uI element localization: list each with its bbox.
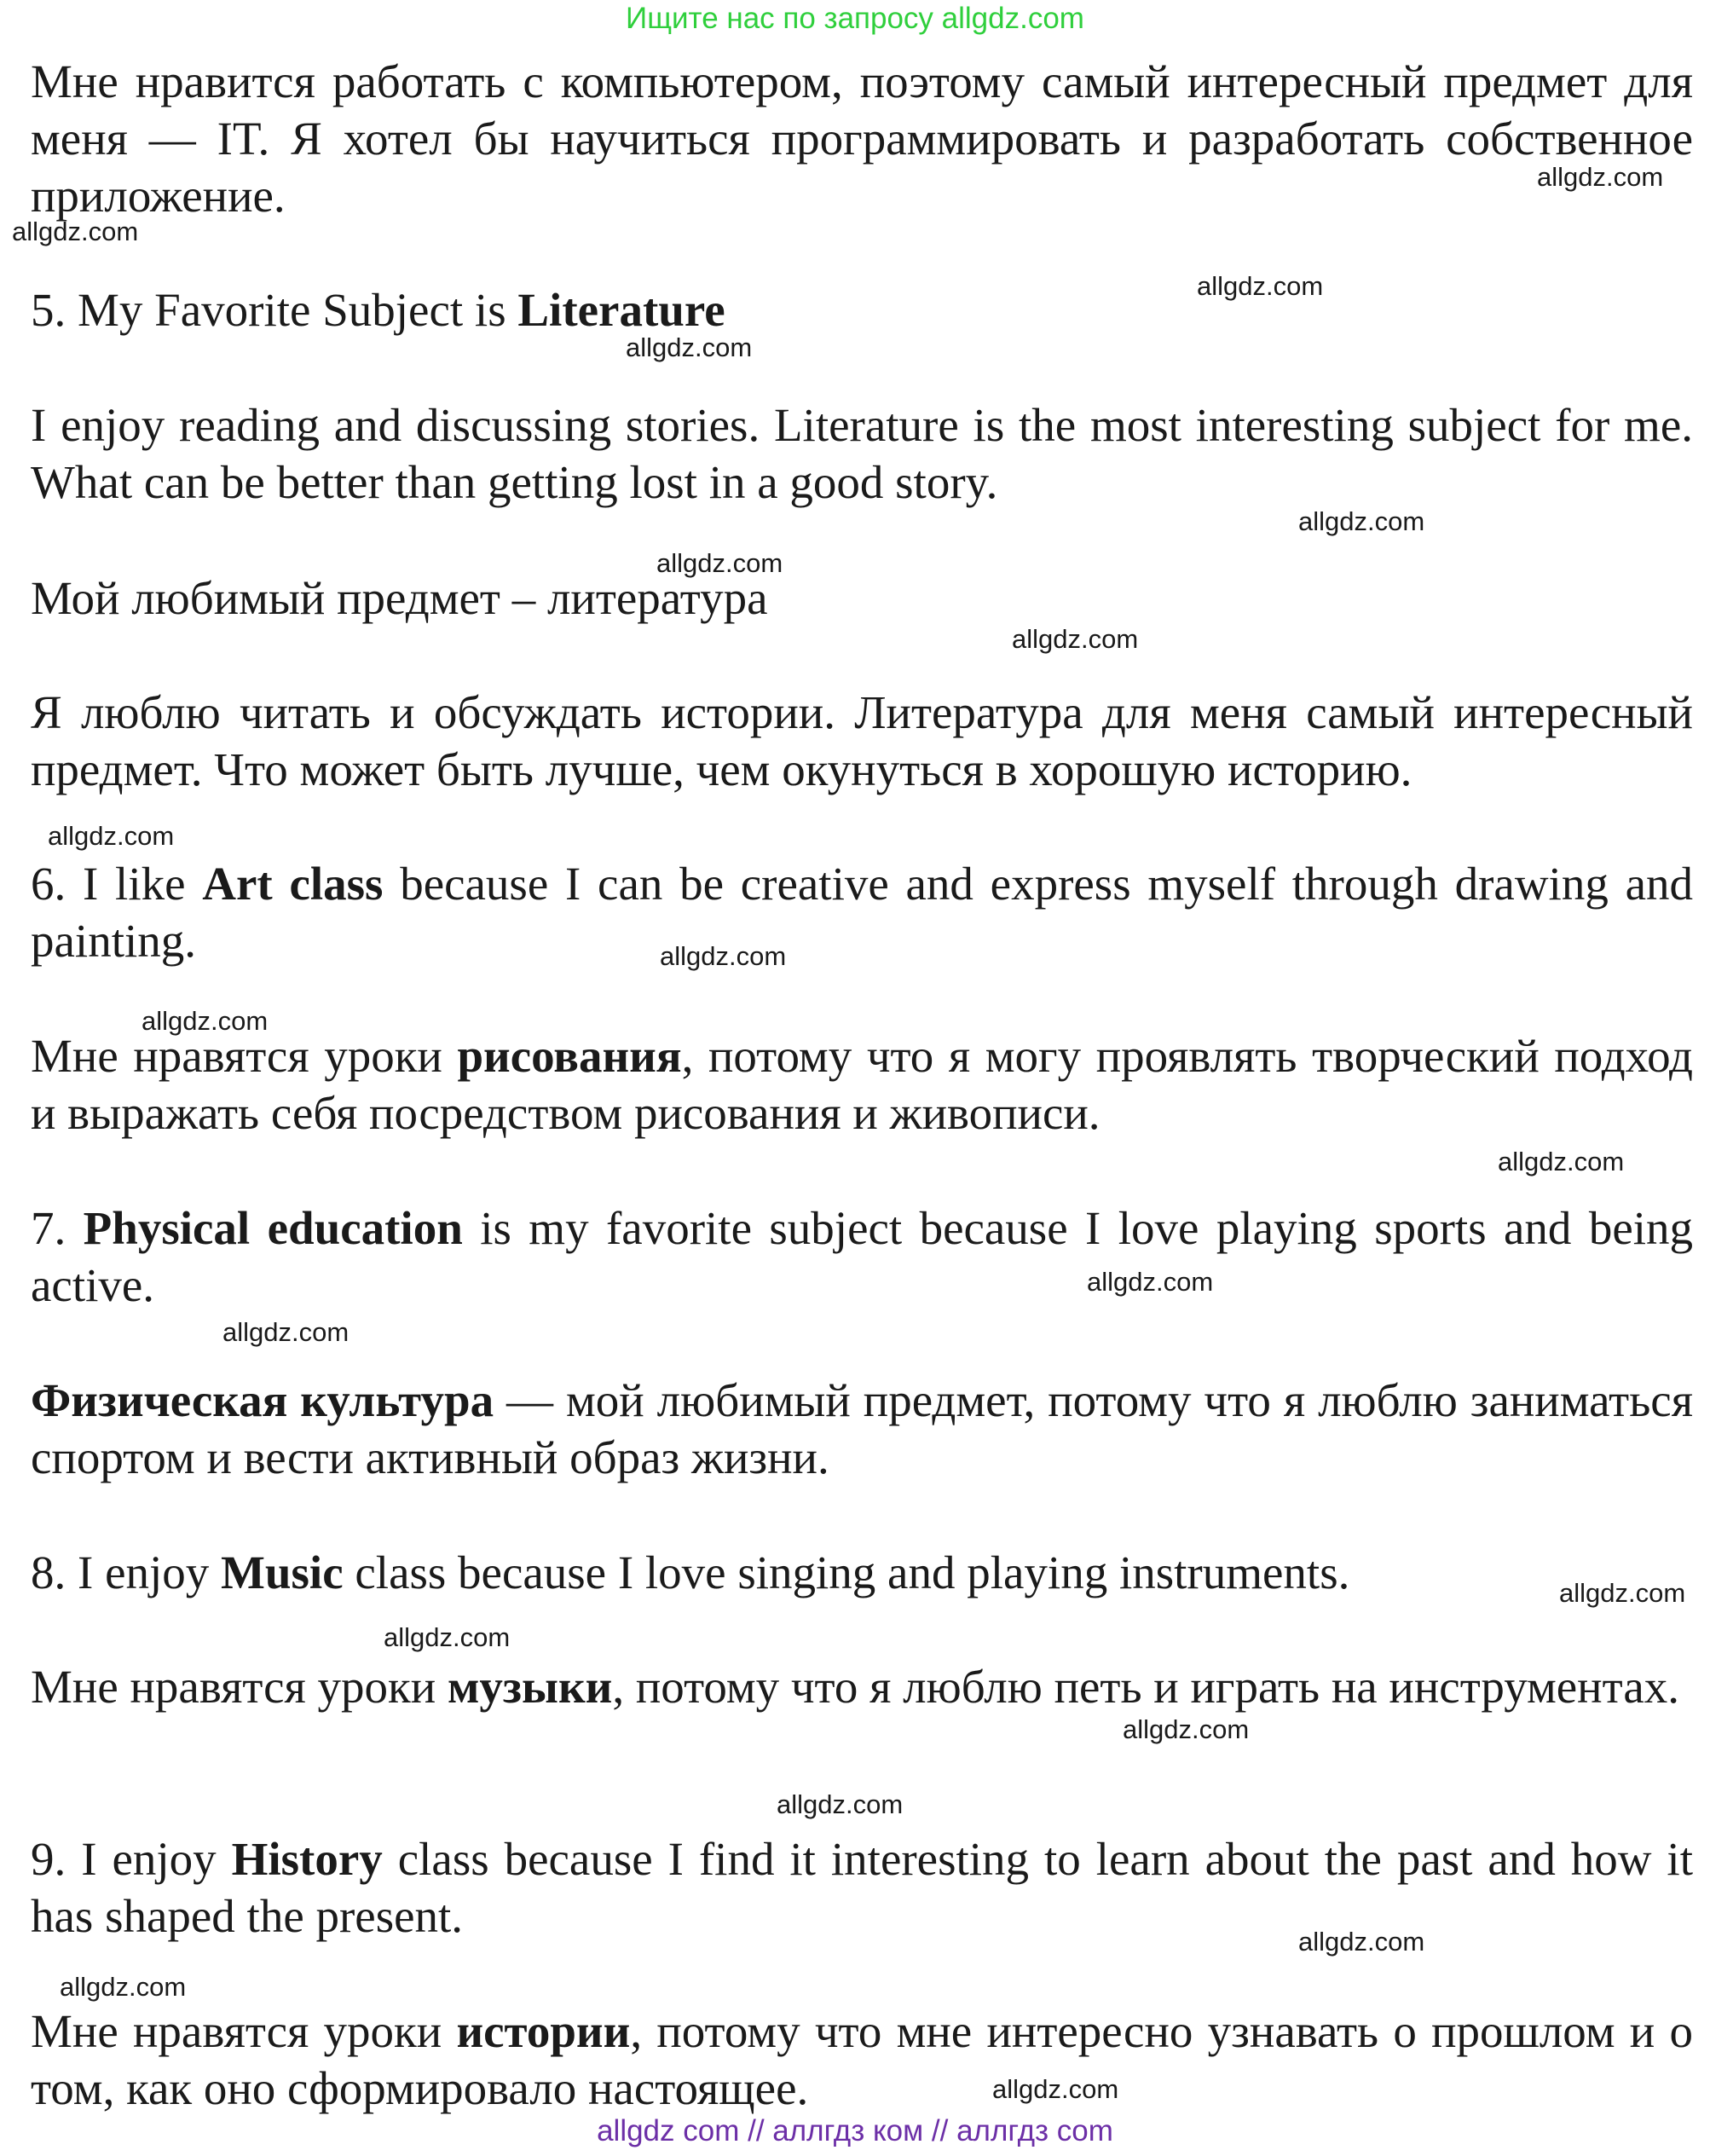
paragraph-prefix: Мне нравятся уроки: [31, 2005, 457, 2057]
paragraph-literature-en: [31, 396, 1693, 511]
paragraph-suffix: class because I find it interesting to learn about the past and how it has shaped the present.: [31, 1833, 1693, 1942]
paragraph-suffix: , потому что я могу проявлять творческий подход и выражать себя посредством рисования и живописи.: [31, 1030, 1693, 1139]
paragraph-suffix: class because I love singing and playing instruments.: [343, 1546, 1350, 1598]
paragraph-suffix: is my favorite subject because I love playing sports and being active.: [31, 1202, 1694, 1311]
paragraph-pe-en: [31, 1199, 1693, 1314]
paragraph-prefix: 7.: [31, 1202, 84, 1254]
watermark: allgdz.com: [660, 941, 787, 971]
paragraph-bold: Music: [221, 1546, 344, 1598]
paragraph-art-en: [31, 855, 1693, 969]
paragraph-art-ru: [31, 1027, 1693, 1142]
watermark: allgdz.com: [1197, 271, 1324, 301]
paragraph-suffix: , потому что мне интересно узнавать о прошлом и о том, как оно сформировало настоящее.: [31, 2005, 1693, 2114]
paragraph-history-ru: [31, 2003, 1693, 2117]
paragraph-prefix: Мне нравятся уроки: [31, 1661, 448, 1713]
watermark: allgdz.com: [777, 1789, 904, 1819]
paragraph-history-en: [31, 1830, 1693, 1945]
paragraph-pe-ru: [31, 1372, 1693, 1486]
watermark: allgdz.com: [12, 217, 139, 246]
watermark: allgdz.com: [142, 1006, 269, 1036]
paragraph-bold: Literature: [517, 284, 725, 336]
watermark: allgdz.com: [222, 1317, 350, 1347]
paragraph-prefix: 6. I like: [31, 858, 203, 910]
paragraph-prefix: Мне нравятся уроки: [31, 1030, 458, 1082]
paragraph-bold: Physical education: [83, 1202, 463, 1254]
paragraph-prefix: 5. My Favorite Subject is: [31, 284, 518, 336]
header-banner[interactable]: Ищите нас по запросу allgdz.com: [626, 2, 1084, 35]
paragraph-suffix: — мой любимый предмет, потому что я люблю заниматься спортом и вести активный образ жизни.: [31, 1374, 1693, 1483]
paragraph-suffix: because I can be creative and express myself through drawing and painting.: [31, 858, 1693, 967]
watermark: allgdz.com: [1498, 1147, 1625, 1176]
watermark: allgdz.com: [1012, 624, 1139, 654]
paragraph-bold: Физическая культура: [31, 1374, 494, 1426]
paragraph-prefix: 8. I enjoy: [31, 1546, 222, 1598]
watermark: allgdz.com: [1298, 1927, 1425, 1957]
paragraph-bold: музыки: [447, 1661, 613, 1713]
paragraph-prefix: 9. I enjoy: [31, 1833, 232, 1885]
watermark: allgdz.com: [1087, 1267, 1214, 1297]
watermark: allgdz.com: [384, 1622, 511, 1652]
paragraph-text: Я люблю читать и обсуждать истории. Литература для меня самый интересный предмет. Что может быть лучше, чем окунуться в хорошую историю.: [31, 686, 1693, 795]
paragraph-bold: Art class: [202, 858, 384, 910]
watermark: allgdz.com: [992, 2074, 1119, 2104]
paragraph-bold: History: [231, 1833, 383, 1885]
watermark: allgdz.com: [656, 548, 783, 578]
heading-literature: [31, 281, 1693, 338]
paragraph-text: Мой любимый предмет – литература: [31, 572, 768, 624]
watermark: allgdz.com: [60, 1972, 187, 2002]
paragraph-it-ru: [31, 53, 1693, 224]
watermark: allgdz.com: [1559, 1578, 1686, 1608]
paragraph-text: I enjoy reading and discussing stories. Literature is the most interesting subject for me. What can be better than getting lost in a good story.: [31, 399, 1693, 508]
footer-banner[interactable]: allgdz com // аллгдз ком // аллгдз com: [597, 2114, 1113, 2147]
watermark: allgdz.com: [1537, 162, 1664, 192]
watermark: allgdz.com: [626, 332, 753, 362]
heading-literature-ru: [31, 569, 1693, 627]
paragraph-bold: истории: [456, 2005, 631, 2057]
paragraph-music-ru: [31, 1658, 1693, 1715]
paragraph-suffix: , потому что я люблю петь и играть на инструментах.: [612, 1661, 1679, 1713]
paragraph-music-en: [31, 1544, 1693, 1601]
paragraph-text: Мне нравится работать с компьютером, поэтому самый интересный предмет для меня — IT. Я хотел бы научиться программировать и разработать собственное приложение.: [31, 55, 1693, 222]
watermark: allgdz.com: [48, 821, 175, 851]
watermark: allgdz.com: [1123, 1714, 1250, 1744]
paragraph-literature-ru: [31, 684, 1693, 798]
paragraph-bold: рисования: [457, 1030, 682, 1082]
watermark: allgdz.com: [1298, 506, 1425, 536]
